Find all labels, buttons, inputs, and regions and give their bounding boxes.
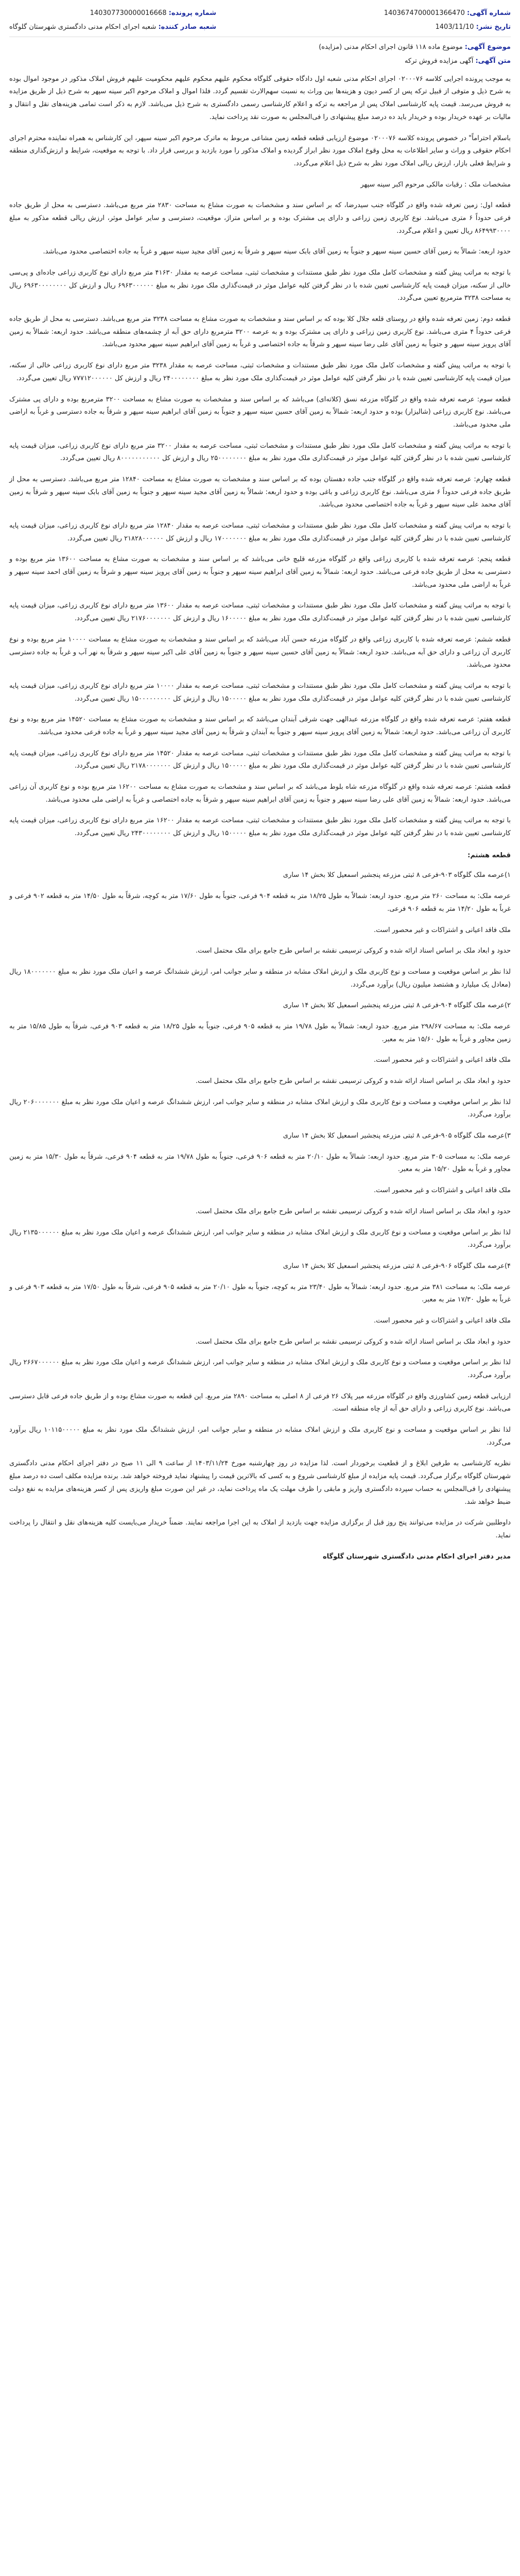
tracking-label: شماره پرونده:: [168, 9, 217, 17]
paragraph: قطعه ششم: عرصه تعرفه شده با کاربری زراعی واقع در گلوگاه مزرعه حسن آباد می‌باشد که بر اساس سند و مشخصات به صورت مشاع به مساحت ۱۰۰۰۰ متر مربع بوده و نوع کاربری آن زراعی و دارای حق آبه می‌باشد. حدود اربعه: شمالاً به زمین آقای حسین سینه سپهر و جنوباً به زمین آقای علی اکبر سینه سپهر و شرقاً به نهر آب و غرباً به جاده دسترسی محدود می‌باشد.: [9, 635, 511, 669]
paragraph: لذا نظر بر اساس موقعیت و مساحت و نوع کاربری ملک و ارزش املاک مشابه در منطقه و سایر جوانب امر، ارزش ششدانگ ملک مورد نظر به مبلغ ۱۰۱۱۵۰۰۰۰۰ ریال برآورد می‌گردد.: [9, 1426, 511, 1447]
paragraph: حدود و ابعاد ملک بر اساس اسناد ارائه شده و کروکی ترسیمی نقشه بر اساس طرح جامع برای ملک محتمل است.: [195, 1207, 511, 1215]
paragraph: لذا نظر بر اساس موقعیت و مساحت و نوع کاربری ملک و ارزش املاک مشابه در منطقه و سایر جوانب امر، ارزش ششدانگ عرصه و اعیان ملک مورد نظر به مبلغ ۲۰۶۰۰۰۰۰۰۰ ریال برآورد می‌گردد.: [9, 1098, 511, 1119]
section-heading: قطعه هشتم:: [467, 851, 511, 859]
meta-left-column: [9, 7, 216, 33]
paragraph: با توجه به مراتب پیش گفته و مشخصات کامل ملک مورد نظر طبق مستندات و مشخصات ثبتی، مساحت عرصه به مقدار ۱۴۵۲۰ متر مربع دارای نوع کاربری زراعی، میزان قیمت پایه کارشناسی تعیین شده با در نظر گرفتن کلیه عوامل موثر در قیمت‌گذاری ملک مورد نظر به مبلغ ۱۵۰۰۰۰۰ ریال و ارزش کل ۲۱۷۸۰۰۰۰۰۰۰ ریال تعیین می‌گردد.: [9, 749, 511, 770]
paragraph: قطعه پنجم: عرصه تعرفه شده با کاربری زراعی واقع در گلوگاه مزرعه قلیچ خانی می‌باشد که بر اساس سند و مشخصات به صورت مشاع به مساحت ۱۳۶۰۰ متر مربع بوده و دسترسی به محل از طریق جاده فرعی می‌باشد. حدود اربعه: شمالاً به زمین آقای ابراهیم سینه سپهر و جنوباً به زمین آقای پرویز سینه سپهر و شرقاً به زمین آقای احمد سینه سپهر و غرباً به اراضی ملی محدود می‌باشد.: [9, 555, 511, 589]
notice-body: [9, 73, 511, 1564]
issuer-row: [9, 21, 216, 34]
issuer-label: شعبه صادر کننده:: [158, 23, 217, 31]
paragraph: عرصه ملک: به مساحت ۲۶۰ متر مربع. حدود اربعه: شمالاً به طول ۱۸/۲۵ متر به قطعه ۹۰۴ فرعی، جنوباً به طول ۱۷/۶۰ متر به کوچه، شرقاً به طول ۱۴/۵۰ متر به قطعه ۹۰۲ فرعی و غرباً به طول ۱۴/۲۰ متر به قطعه ۹۰۶ فرعی.: [9, 892, 511, 913]
paragraph: با توجه به مراتب پیش گفته و مشخصات کامل ملک مورد نظر طبق مستندات و مشخصات ثبتی، مساحت عرصه به مقدار ۱۰۰۰۰ متر مربع دارای نوع کاربری زراعی، میزان قیمت پایه کارشناسی تعیین شده با در نظر گرفتن کلیه عوامل موثر در قیمت‌گذاری ملک مورد نظر به مبلغ ۱۵۰۰۰۰۰ ریال و ارزش کل ۱۵۰۰۰۰۰۰۰۰۰ ریال تعیین می‌گردد.: [9, 682, 511, 703]
subject-label: موضوع آگهی:: [464, 43, 511, 52]
notice-meta: [9, 7, 511, 37]
paragraph: عرصه ملک: به مساحت ۳۰۵ متر مربع. حدود اربعه: شمالاً به طول ۲۰/۱۰ متر به قطعه ۹۰۶ فرعی، جنوباً به طول ۱۹/۷۸ متر به قطعه ۹۰۴ فرعی، شرقاً به طول ۱۵/۳۰ متر به زمین مجاور و غرباً به طول ۱۵/۲۰ متر به معبر.: [9, 1153, 511, 1174]
notice-date-row: [384, 21, 511, 34]
paragraph: با توجه به مراتب پیش گفته و مشخصات کامل ملک مورد نظر طبق مستندات و مشخصات ثبتی، مساحت عرصه به مقدار ۴۱۶۳۰ متر مربع دارای نوع کاربری زراعی جاده‌ای و پی‌سی خالی از سکنه، میزان قیمت پایه کارشناسی تعیین شده با در نظر گرفتن کلیه عوامل موثر در قیمت‌گذاری ملک مورد نظر به مبلغ ۶۹۶۳۰۰۰۰۰۰ ریال و ارزش کل ۶۹۶۳۰۰۰۰۰۰۰۰ ریال به مساحت ۳۲۳۸ مترمربع تعیین می‌گردد.: [9, 269, 511, 302]
paragraph: ملک فاقد اعیانی و اشتراکات و غیر محصور است.: [374, 1056, 511, 1064]
paragraph: ملک فاقد اعیانی و اشتراکات و غیر محصور است.: [374, 926, 511, 934]
paragraph: لذا نظر بر اساس موقعیت و مساحت و نوع کاربری ملک و ارزش املاک مشابه در منطقه و سایر جوانب امر، ارزش ششدانگ عرصه و اعیان ملک مورد نظر به مبلغ ۱۸۰۰۰۰۰۰۰ ریال (معادل یک میلیارد و هشتصد میلیون ریال) برآورد می‌گردد.: [9, 968, 511, 989]
paragraph: حدود و ابعاد ملک بر اساس اسناد ارائه شده و کروکی ترسیمی نقشه بر اساس طرح جامع برای ملک محتمل است.: [195, 1337, 511, 1346]
tracking-row: [9, 7, 216, 20]
notice-date-label: تاریخ نشر:: [476, 23, 511, 31]
paragraph: قطعه سوم: عرصه تعرفه شده واقع در گلوگاه مزرعه نسق (کلاته‌ای) می‌باشد که بر اساس سند و مشخصات به صورت مشاع به مساحت ۳۲۰۰ مترمربع بوده و دارای پی مشترک می‌باشد. نوع کاربری زراعی (شالیزار) بوده و حدود اربعه: شمالاً به زمین آقای حسین سینه سپهر و جنوباً به زمین آقای ابراهیم سینه سپهر و شرقاً به جاده دسترسی و غرباً به اراضی ملی محدود می‌باشد.: [9, 395, 511, 429]
issuer: شعبه اجرای احکام مدنی دادگستری شهرستان گلوگاه: [9, 23, 157, 31]
subject-row: [9, 41, 511, 54]
paragraph: باسلام احتراماً" در خصوص پرونده کلاسه ۰۲۰۰۰۷۶ موضوع ارزیابی قطعه قطعه زمین مشاعی مربوط به ماترک مرحوم اکبر سینه سپهر، این کارشناس به همراه نماینده محترم اجرای احکام حقوقی و وراث و سایر اطلاعات به محل وقوع املاک مورد نظر ابراز گردیده و املاک مذکور را مورد بازدید و بررسی قرار داد. با توجه به موقعیت، شرایط و ارزش‌گذاری منطقه و شرایط فعلی بازار، ارزش ریالی املاک مورد نظر به شرح ذیل اعلام می‌گردد.: [9, 134, 511, 167]
paragraph: عرصه ملک: به مساحت ۲۹۸/۶۷ متر مربع. حدود اربعه: شمالاً به طول ۱۹/۷۸ متر به قطعه ۹۰۵ فرعی، جنوباً به طول ۱۸/۲۵ متر به قطعه ۹۰۳ فرعی، شرقاً به طول ۱۵/۸۵ متر به زمین مجاور و غرباً به طول ۱۵/۶۰ متر به معبر.: [9, 1022, 511, 1043]
paragraph: نظریه کارشناسی به طرفین ابلاغ و از قطعیت برخوردار است. لذا مزایده در روز چهارشنبه مورخ ۱۴۰۳/۱۱/۲۴ از ساعت ۹ الی ۱۱ صبح در دفتر اجرای احکام مدنی دادگستری شهرستان گلوگاه برگزار می‌گردد. قیمت پایه مزایده از مبلغ کارشناسی شروع و به کسی که بالاترین قیمت را پیشنهاد نماید فروخته خواهد شد. برنده مزایده مکلف است ده درصد مبلغ پیشنهادی را فی‌المجلس به حساب سپرده دادگستری واریز و مابقی را ظرف مهلت یک ماه پرداخت نماید، در غیر این صورت مبلغ واریزی پس از کسر هزینه‌های مزایده به نفع دولت ضبط خواهد شد.: [9, 1460, 511, 1506]
paragraph: حدود و ابعاد ملک بر اساس اسناد ارائه شده و کروکی ترسیمی نقشه بر اساس طرح جامع برای ملک محتمل است.: [195, 1077, 511, 1085]
paragraph: حدود اربعه: شمالاً به زمین آقای حسین سینه سپهر و جنوباً به زمین آقای بابک سینه سپهر و شرقاً به زمین آقای مجید سینه سپهر و غرباً به جاده اختصاصی محدود می‌باشد.: [43, 248, 511, 256]
paragraph: ۴)عرصه ملک گلوگاه ۹۰۶-فرعی ۸ ثبتی مزرعه پنجشیر اسمعیل کلا بخش ۱۴ ساری: [283, 1262, 511, 1270]
paragraph: لذا نظر بر اساس موقعیت و مساحت و نوع کاربری ملک و ارزش املاک مشابه در منطقه و سایر جوانب امر، ارزش ششدانگ عرصه و اعیان ملک مورد نظر به مبلغ ۲۶۶۷۰۰۰۰۰۰ ریال برآورد می‌گردد.: [9, 1359, 511, 1379]
signature-line: مدیر دفتر اجرای احکام مدنی دادگستری شهرستان گلوگاه: [322, 1552, 511, 1561]
text-title-row: [9, 55, 511, 68]
paragraph: ۱)عرصه ملک گلوگاه ۹۰۳-فرعی ۸ ثبتی مزرعه پنجشیر اسمعیل کلا بخش ۱۴ ساری: [283, 871, 511, 879]
notice-number-label: شماره آگهی:: [466, 9, 511, 17]
text-title-label: متن آگهی:: [475, 57, 511, 65]
paragraph: ۳)عرصه ملک گلوگاه ۹۰۵-فرعی ۸ ثبتی مزرعه پنجشیر اسمعیل کلا بخش ۱۴ ساری: [283, 1132, 511, 1140]
subject-value: موضوع ماده ۱۱۸ قانون اجرای احکام مدنی (مزایده): [319, 43, 463, 52]
tracking-number: 140307730000016668: [90, 9, 167, 17]
paragraph: ارزیابی قطعه زمین کشاورزی واقع در گلوگاه مزرعه میر پلاک ۲۶ فرعی از ۸ اصلی به مساحت ۲۸۹۰ متر مربع. این قطعه به صورت مشاع بوده و از طریق جاده فرعی قابل دسترسی می‌باشد. نوع کاربری زراعی و دارای حق آبه از چاه منطقه است.: [9, 1392, 511, 1413]
notice-number-row: [384, 7, 511, 20]
paragraph: عرصه ملک: به مساحت ۳۸۱ متر مربع. حدود اربعه: شمالاً به طول ۲۳/۴۰ متر به کوچه، جنوباً به طول ۲۰/۱۰ متر به قطعه ۹۰۵ فرعی، شرقاً به طول ۱۷/۵۰ متر به قطعه ۹۰۳ فرعی و غرباً به طول ۱۷/۳۰ متر به معبر.: [9, 1283, 511, 1304]
paragraph: با توجه به مراتب پیش گفته و مشخصات کامل ملک مورد نظر طبق مستندات و مشخصات ثبتی، مساحت عرصه به مقدار ۱۲۸۴۰ متر مربع دارای نوع کاربری زراعی، میزان قیمت پایه کارشناسی تعیین شده با در نظر گرفتن کلیه عوامل موثر در قیمت‌گذاری ملک مورد نظر به مبلغ ۱۷۰۰۰۰۰۰۰ ریال و ارزش کل ۲۱۸۲۸۰۰۰۰۰۰ ریال تعیین می‌گردد.: [9, 522, 511, 543]
notice-date: 1403/11/10: [435, 23, 474, 31]
paragraph: قطعه چهارم: عرصه تعرفه شده واقع در گلوگاه جنب جاده دهستان بوده که بر اساس سند و مشخصات به صورت مشاع به مساحت ۱۲۸۴۰ متر مربع می‌باشد. دسترسی به محل از طریق جاده فرعی حدوداً ۶ متری می‌باشد. نوع کاربری زراعی و باغی بوده و حدود اربعه: شمالاً به زمین آقای مجید سینه سپهر و جنوباً به زمین آقای بابک سینه سپهر و شرقاً به زمین آقای محمد علی سینه سپهر و غرباً به جاده اختصاصی محدود می‌باشد.: [9, 475, 511, 509]
meta-right-column: [384, 7, 511, 33]
paragraph: ۲)عرصه ملک گلوگاه ۹۰۴-فرعی ۸ ثبتی مزرعه پنجشیر اسمعیل کلا بخش ۱۴ ساری: [283, 1002, 511, 1010]
paragraph: قطعه اول: زمین تعرفه شده واقع در گلوگاه جنب سیدرضا، که بر اساس سند و مشخصات به صورت مشاع به مساحت ۲۸۳۰ متر مربع می‌باشد. دسترسی به محل از طریق جاده فرعی حدوداً ۶ متری می‌باشد. نوع کاربری زمین زراعی و دارای پی مشترک بوده و بر اساس متراژ، موقعیت، دسترسی و سایر عوامل موثر، ارزش ریالی قطعه مذکور به مبلغ ۸۶۴۹۹۳۰۰۰۰ ریال تعیین و اعلام می‌گردد.: [9, 201, 511, 235]
paragraph: لذا نظر بر اساس موقعیت و مساحت و نوع کاربری ملک و ارزش املاک مشابه در منطقه و سایر جوانب امر، ارزش ششدانگ عرصه و اعیان ملک مورد نظر به مبلغ ۲۱۳۵۰۰۰۰۰۰ ریال برآورد می‌گردد.: [9, 1228, 511, 1249]
paragraph: به موجب پرونده اجرایی کلاسه ۰۲۰۰۰۷۶ اجرای احکام مدنی شعبه اول دادگاه حقوقی گلوگاه محکوم علیهم محکوم علیهم محکومیت علیهم فروش املاک مذکور در موجود اموال بوده به شرح ذیل و متوفی از قبیل ترکه پس از کسر دیون و هزینه‌ها بین وراث به نسبت سهم‌الارث تقسیم گردد. فلذا اموال و املاک مرحوم اکبر سینه سپهر به شرح ذیل از طریق مزایده به فروش می‌رسد. قیمت پایه کارشناسی املاک پس از مراجعه به ترکه و اعلام کارشناسی رسمی دادگستری به شرح ذیل می‌باشد. لازم به ذکر است تمامی هزینه‌های نقل و انتقال و مالیات بر عهده خریدار بوده و خریدار باید ده درصد مبلغ پیشنهادی را فی‌المجلس به صورت نقد پرداخت نماید.: [9, 75, 511, 121]
notice-number: 1403674700001366470: [384, 9, 465, 17]
paragraph: با توجه به مراتب پیش گفته و مشخصات کامل ملک مورد نظر طبق مستندات و مشخصات ثبتی، مساحت عرصه به مقدار ۱۳۶۰۰ متر مربع دارای نوع کاربری زراعی، میزان قیمت پایه کارشناسی تعیین شده با در نظر گرفتن کلیه عوامل موثر در قیمت‌گذاری ملک مورد نظر به مبلغ ۱۶۰۰۰۰۰ ریال و ارزش کل ۲۱۷۶۰۰۰۰۰۰۰ ریال تعیین می‌گردد.: [9, 602, 511, 623]
paragraph: حدود و ابعاد ملک بر اساس اسناد ارائه شده و کروکی ترسیمی نقشه بر اساس طرح جامع برای ملک محتمل است.: [195, 947, 511, 955]
paragraph: ملک فاقد اعیانی و اشتراکات و غیر محصور است.: [374, 1316, 511, 1325]
paragraph: قطعه دوم: زمین تعرفه شده واقع در روستای قلعه جلال کلا بوده که بر اساس سند و مشخصات به صورت مشاع به مساحت ۳۲۳۸ متر مربع می‌باشد. دسترسی به محل از طریق جاده فرعی حدوداً ۴ متری می‌باشد. نوع کاربری زمین زراعی و دارای پی مشترک بوده و به عرصه ۳۲۰۰ مترمربع دارای حق آبه از چشمه‌های منطقه می‌باشد. حدود اربعه: شمالاً به زمین آقای پرویز سینه سپهر و جنوباً به زمین آقای علی رضا سینه سپهر و شرقاً به جاده اختصاصی و غرباً به زمین آقای ابراهیم سینه سپهر محدود می‌باشد.: [9, 315, 511, 349]
paragraph: داوطلبین شرکت در مزایده می‌توانند پنج روز قبل از برگزاری مزایده جهت بازدید از املاک به این اجرا مراجعه نمایند. ضمناً خریدار می‌بایست کلیه هزینه‌های نقل و انتقال را پرداخت نماید.: [9, 1519, 511, 1539]
paragraph: با توجه به مراتب پیش گفته و مشخصات کامل ملک مورد نظر طبق مستندات و مشخصات ثبتی، مساحت عرصه به مقدار ۱۶۲۰۰ متر مربع دارای نوع کاربری زراعی، میزان قیمت پایه کارشناسی تعیین شده با در نظر گرفتن کلیه عوامل موثر در قیمت‌گذاری ملک مورد نظر به مبلغ ۱۵۰۰۰۰۰ ریال و ارزش کل ۲۴۳۰۰۰۰۰۰۰۰ ریال تعیین می‌گردد.: [9, 817, 511, 838]
paragraph: قطعه هفتم: عرصه تعرفه شده واقع در گلوگاه مزرعه عبدالهی جهت شرقی آبندان می‌باشد که بر اساس سند و مشخصات به صورت مشاع به مساحت ۱۴۵۲۰ متر مربع بوده و نوع کاربری آن زراعی می‌باشد. حدود اربعه: شمالاً به زمین آقای پرویز سینه سپهر و جنوباً به آبندان و شرقاً به زمین آقای مجید سینه سپهر و غرباً به جاده فرعی محدود می‌باشد.: [9, 716, 511, 736]
text-title-value: آگهی مزایده فروش ترکه: [404, 57, 474, 65]
paragraph: ملک فاقد اعیانی و اشتراکات و غیر محصور است.: [374, 1187, 511, 1195]
paragraph: با توجه به مراتب پیش گفته و مشخصات کامل ملک مورد نظر طبق مستندات و مشخصات ثبتی، مساحت عرصه به مقدار ۳۲۰۰ متر مربع دارای نوع کاربری زراعی، میزان قیمت پایه کارشناسی تعیین شده با در نظر گرفتن کلیه عوامل موثر در قیمت‌گذاری ملک مورد نظر به مبلغ ۲۵۰۰۰۰۰۰۰۰ ریال و ارزش کل ۸۰۰۰۰۰۰۰۰۰۰۰ ریال تعیین می‌گردد.: [9, 442, 511, 463]
paragraph: با توجه به مراتب پیش گفته و مشخصات کامل ملک مورد نظر طبق مستندات و مشخصات ثبتی، مساحت عرصه به مقدار ۳۲۳۸ متر مربع دارای نوع کاربری زراعی خالی از سکنه، میزان قیمت پایه کارشناسی تعیین شده با در نظر گرفتن کلیه عوامل موثر در قیمت‌گذاری ملک مورد نظر به مبلغ ۲۴۰۰۰۰۰۰۰۰ ریال و ارزش کل ۷۷۷۱۲۰۰۰۰۰۰ ریال تعیین می‌گردد.: [9, 362, 511, 382]
paragraph: مشخصات ملک : رقبات مالکی مرحوم اکبر سینه سپهر: [360, 180, 511, 189]
paragraph: قطعه هشتم: عرصه تعرفه شده واقع در گلوگاه مزرعه شاه بلوط می‌باشد که بر اساس سند و مشخصات به صورت مشاع به مساحت ۱۶۲۰۰ متر مربع بوده و نوع کاربری آن زراعی می‌باشد. حدود اربعه: شمالاً به زمین آقای علی رضا سینه سپهر و جنوباً به زمین آقای ابراهیم سینه سپهر و شرقاً به جاده اختصاصی و غرباً به اراضی ملی محدود می‌باشد.: [9, 783, 511, 804]
